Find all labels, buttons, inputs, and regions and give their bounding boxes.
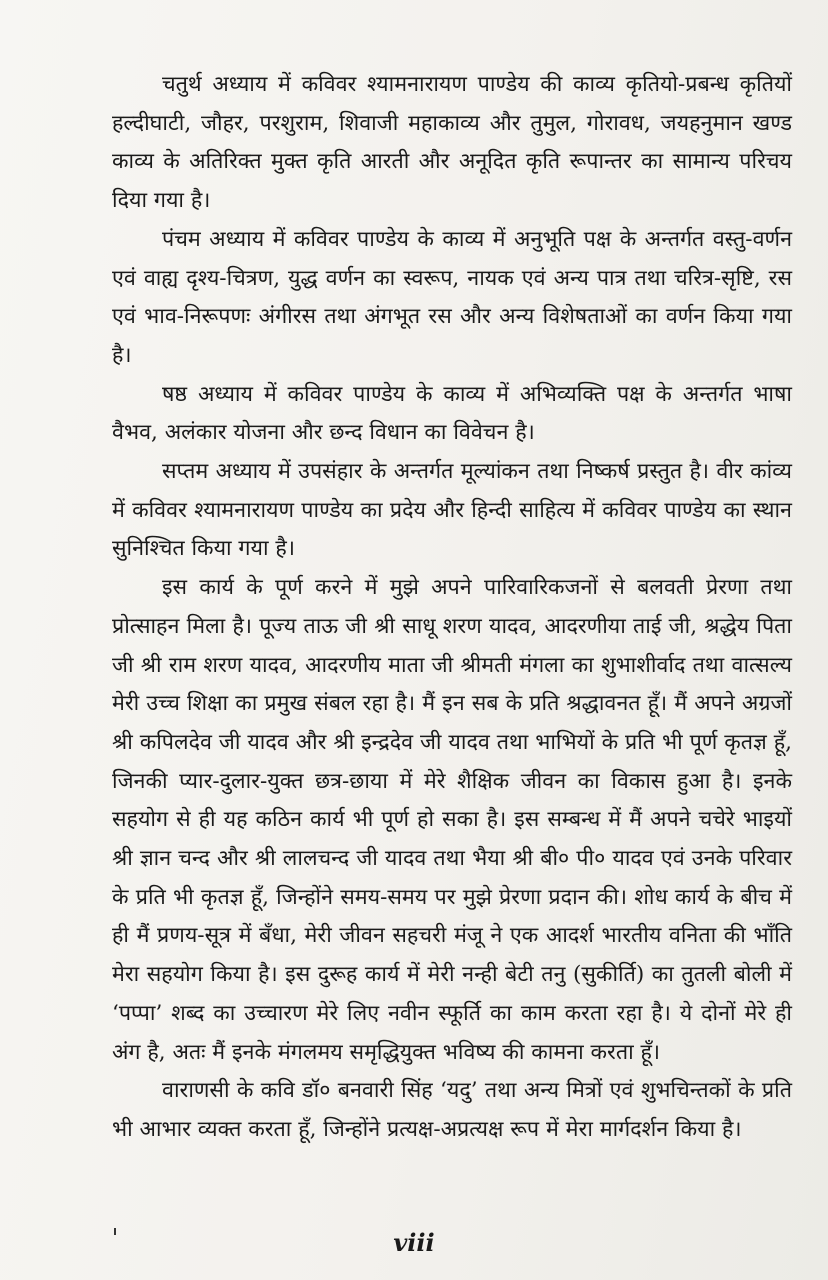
paragraph-chapter-five: पंचम अध्याय में कविवर पाण्डेय के काव्य में अनुभूति पक्ष के अन्तर्गत वस्तु-वर्णन एवं वाह्य दृश्य-चित्रण, युद्ध वर्णन का स्वरूप, नायक एवं अन्य पात्र तथा चरित्र-सृष्टि, रस एवं भाव-निरूपणः अंगीरस तथा अंगभूत रस और अन्य विशेषताओं का वर्णन किया गया है। bbox=[112, 226, 792, 368]
paragraph-chapter-four: चतुर्थ अध्याय में कविवर श्यामनारायण पाण्डेय की काव्य कृतियो-प्रबन्ध कृतियों हल्दीघाटी, जौहर, परशुराम, शिवाजी महाकाव्य और तुमुल, गोरावध, जयहनुमान खण्ड काव्य के अतिरिक्त मुक्त कृति आरती और अनूदित कृति रूपान्तर का सामान्य परिचय दिया गया है। bbox=[112, 72, 792, 214]
paragraph-chapter-seven: सप्तम अध्याय में उपसंहार के अन्तर्गत मूल्यांकन तथा निष्कर्ष प्रस्तुत है। वीर कांव्य में कविवर श्यामनारायण पाण्डेय का प्रदेय और हिन्दी साहित्य में कविवर पाण्डेय का स्थान सुनिश्चित किया गया है। bbox=[112, 459, 792, 562]
page-number: viii bbox=[393, 1228, 435, 1257]
paragraph-chapter-six: षष्ठ अध्याय में कविवर पाण्डेय के काव्य में अभिव्यक्ति पक्ष के अन्तर्गत भाषा वैभव, अलंकार योजना और छन्द विधान का विवेचन है। bbox=[112, 381, 792, 446]
paragraph-family-acknowledgement: इस कार्य के पूर्ण करने में मुझे अपने पारिवारिकजनों से बलवती प्रेरणा तथा प्रोत्साहन मिला है। पूज्य ताऊ जी श्री साधू शरण यादव, आदरणीया ताई जी, श्रद्धेय पिता जी श्री राम शरण यादव, आदरणीय माता जी श्रीमती मंगला का शुभाशीर्वाद तथा वात्सल्य मेरी उच्च शिक्षा का प्रमुख संबल रहा है। मैं इन सब के प्रति श्रद्धावनत हूँ। मैं अपने अग्रजों श्री कपिलदेव जी यादव और श्री इन्द्रदेव जी यादव तथा भाभियों के प्रति भी पूर्ण कृतज्ञ हूँ, जिनकी प्यार-दुलार-युक्त छत्र-छाया में मेरे शैक्षिक जीवन का विकास हुआ है। इनके सहयोग से ही यह कठिन कार्य भी पूर्ण हो सका है। इस सम्बन्ध में मैं अपने चचेरे भाइयों श्री ज्ञान चन्द और श्री लालचन्द जी यादव तथा भैया श्री बी० पी० यादव एवं उनके परिवार के प्रति भी कृतज्ञ हूँ, जिन्होंने समय-समय पर मुझे प्रेरणा प्रदान की। शोध कार्य के बीच में ही मैं प्रणय-सूत्र में बँधा, मेरी जीवन सहचरी मंजू ने एक आदर्श भारतीय वनिता की भाँति मेरा सहयोग किया है। इस दुरूह कार्य में मेरी नन्ही बेटी तनु (सुकीर्ति) का तुतली बोली में ‘पप्पा’ शब्द का उच्चारण मेरे लिए नवीन स्फूर्ति का काम करता रहा है। ये दोनों मेरे ही अंग है, अतः मैं इनके मंगलमय समृद्धियुक्त भविष्य की कामना करता हूँ। bbox=[112, 575, 792, 1065]
body-text bbox=[112, 66, 792, 1150]
paragraph-friends-acknowledgement: वाराणसी के कवि डॉ० बनवारी सिंह ‘यदु’ तथा अन्य मित्रों एवं शुभचिन्तकों के प्रति भी आभार व्यक्त करता हूँ, जिन्होंने प्रत्यक्ष-अप्रत्यक्ष रूप में मेरा मार्गदर्शन किया है। bbox=[112, 1078, 792, 1142]
